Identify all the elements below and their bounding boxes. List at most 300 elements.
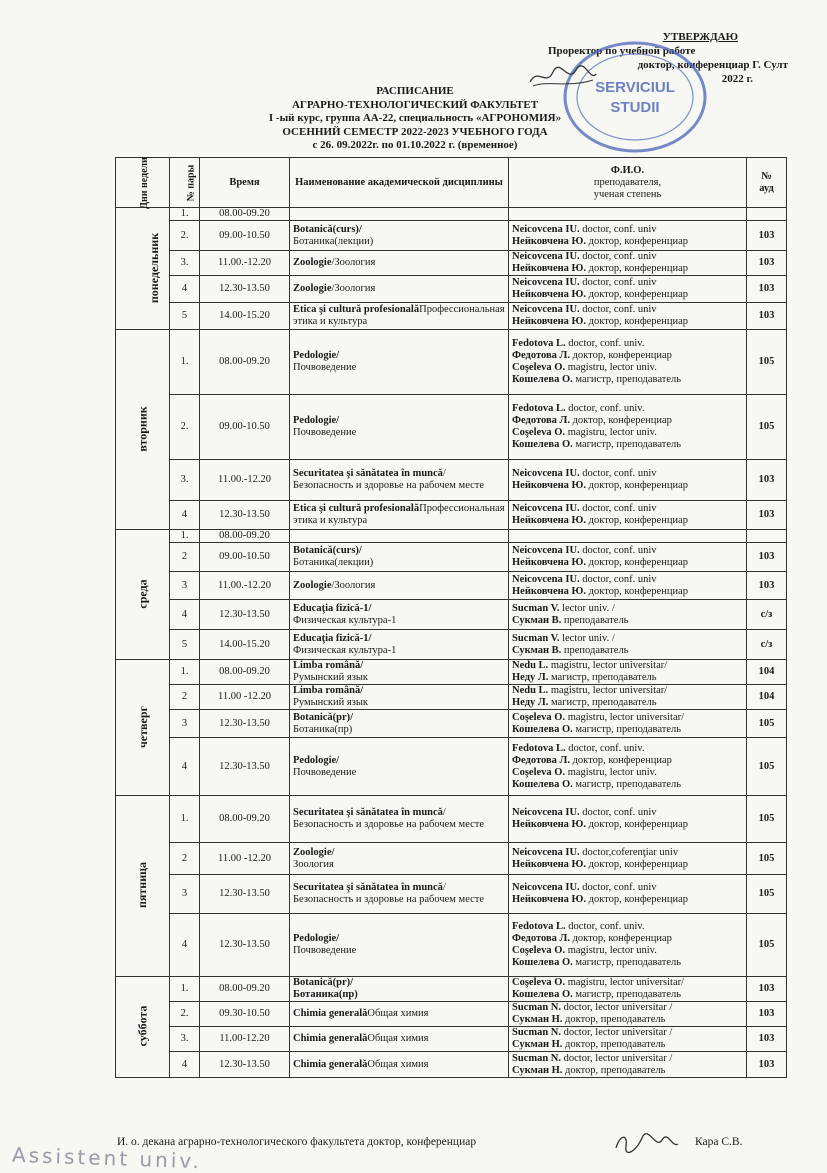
teacher-line	[512, 672, 743, 684]
teacher-degree: доктор, конференциар	[569, 754, 672, 766]
subject-cell	[290, 660, 509, 685]
teacher-cell	[509, 208, 747, 221]
teacher-line	[512, 403, 743, 415]
pair-number-cell: 2.	[170, 1002, 200, 1027]
teacher-cell	[509, 875, 747, 914]
header-title: РАСПИСАНИЕ	[376, 85, 454, 97]
teacher-line	[512, 263, 743, 275]
teacher-cell	[509, 660, 747, 685]
room-cell: с/з	[747, 630, 787, 660]
teacher-name: Нейковчена Ю.	[512, 263, 587, 274]
col-header-num: № пары	[170, 158, 200, 208]
pair-number-cell: 4	[170, 501, 200, 530]
teacher-name: Coşeleva O.	[512, 362, 566, 373]
subject-ro: Securitatea şi sănătatea în muncă	[293, 807, 443, 818]
table-row	[116, 710, 787, 738]
col-header-room: № ауд	[747, 158, 787, 208]
col-header-subject: Наименование академической дисциплины	[290, 158, 509, 208]
subject-ro: Educaţia fizică-1/	[293, 602, 372, 614]
subject-ru: /Безопасность и здоровье на рабочем месте	[293, 882, 485, 905]
pair-number-cell: 3	[170, 710, 200, 738]
teacher-cell	[509, 600, 747, 630]
teacher-name: Sucman N.	[512, 1052, 562, 1064]
document-header	[180, 85, 650, 153]
header-semester: ОСЕННИЙ СЕМЕСТР 2022-2023 УЧЕБНОГО ГОДА	[282, 125, 548, 138]
teacher-degree: магистр, преподаватель	[572, 989, 682, 1000]
handwritten-note: Assistent univ.	[11, 1142, 203, 1173]
time-cell: 12.30-13.50	[200, 710, 290, 738]
teacher-name: Сукман В.	[512, 614, 562, 626]
teacher-name: Fedotova L.	[512, 921, 566, 932]
teacher-line	[512, 697, 743, 709]
teacher-degree: magistru, lector univ.	[565, 362, 657, 373]
teacher-degree: doctor, conf. univ	[579, 882, 657, 893]
teacher-degree: doctor, conf. univ.	[565, 403, 645, 414]
subject-ru: Почвоведение	[293, 945, 357, 956]
approval-date: 2022 г.	[721, 73, 753, 85]
teacher-name: Нейковчена Ю.	[512, 235, 587, 247]
room-cell: 105	[747, 914, 787, 977]
teacher-degree: doctor, conf. univ	[579, 251, 657, 262]
time-cell: 08.00-09.20	[200, 977, 290, 1002]
teacher-cell	[509, 630, 747, 660]
subject-cell	[290, 572, 509, 600]
subject-cell	[290, 1027, 509, 1052]
teacher-degree: доктор, конференциар	[586, 235, 688, 247]
teacher-name: Sucman V.	[512, 602, 560, 614]
footer-signatory-title: И. о. декана аграрно-технологического факультета доктор, конференциар	[117, 1136, 477, 1148]
teacher-cell	[509, 796, 747, 843]
table-row	[116, 796, 787, 843]
room-cell: 105	[747, 796, 787, 843]
room-cell: 103	[747, 276, 787, 303]
teacher-degree: doctor, lector universitar /	[561, 1052, 673, 1064]
approval-position: Проректор по учебной работе	[548, 45, 696, 57]
subject-cell	[290, 543, 509, 572]
subject-ro: Etica şi cultură profesională	[293, 503, 420, 514]
room-cell: 103	[747, 251, 787, 276]
teacher-degree: доктор, конференциар	[569, 933, 672, 944]
pair-number-cell: 1.	[170, 796, 200, 843]
subject-cell	[290, 1002, 509, 1027]
teacher-line	[512, 1002, 743, 1014]
approval-signatory: доктор, конференциар Г. Султ	[637, 59, 788, 71]
teacher-degree: магистр, преподаватель	[548, 697, 657, 708]
pair-number-cell: 3.	[170, 460, 200, 501]
time-cell: 12.30-13.50	[200, 600, 290, 630]
teacher-line	[512, 1065, 743, 1077]
teacher-line	[512, 755, 743, 767]
day-label: понедельник	[147, 232, 162, 303]
teacher-name: Neicovcena IU.	[512, 545, 580, 556]
teacher-line	[512, 712, 743, 724]
subject-ru: Физическая культура-1	[293, 614, 397, 626]
teacher-line	[512, 1014, 743, 1026]
teacher-degree: doctor, conf. univ	[579, 468, 657, 479]
day-cell	[116, 660, 170, 796]
teacher-line	[512, 289, 743, 301]
subject-ru: /Безопасность и здоровье на рабочем месте	[293, 468, 485, 491]
teacher-name: Fedotova L.	[512, 338, 566, 349]
subject-cell	[290, 600, 509, 630]
pair-number-cell: 4	[170, 738, 200, 796]
pair-number-cell: 3.	[170, 1027, 200, 1052]
teacher-degree: доктор, конференциар	[586, 263, 688, 274]
teacher-cell	[509, 276, 747, 303]
teacher-name: Coşeleva O.	[512, 977, 566, 988]
teacher-degree: doctor, conf. univ	[579, 223, 657, 235]
teacher-name: Сукман Н.	[512, 1014, 563, 1025]
teacher-line	[512, 819, 743, 831]
teacher-line	[512, 236, 743, 248]
time-cell: 08.00-09.20	[200, 796, 290, 843]
table-row	[116, 208, 787, 221]
teacher-line	[512, 633, 743, 645]
teacher-name: Нейковчена Ю.	[512, 894, 587, 905]
teacher-name: Нейковчена Ю.	[512, 316, 587, 327]
subject-ro: Etica şi cultură profesională	[293, 304, 420, 315]
col-header-day: Дни недели	[116, 158, 170, 208]
room-cell: 105	[747, 710, 787, 738]
subject-ru: Ботаника(лекции)	[293, 557, 374, 568]
time-cell: 09.00-10.50	[200, 221, 290, 251]
teacher-line	[512, 362, 743, 374]
subject-ro: Chimia generală	[293, 1008, 368, 1019]
teacher-cell	[509, 501, 747, 530]
subject-ro: Botanică(curs)/	[293, 223, 362, 235]
header-group: I -ый курс, группа АА-22, специальность «АГРОНОМИЯ»	[268, 112, 562, 124]
table-row	[116, 330, 787, 395]
time-cell: 08.00-09.20	[200, 330, 290, 395]
teacher-cell	[509, 530, 747, 543]
teacher-degree: magistru, lector universitar/	[565, 711, 685, 723]
table-row	[116, 738, 787, 796]
day-cell	[116, 330, 170, 530]
subject-cell	[290, 530, 509, 543]
day-label: четверг	[135, 705, 150, 748]
subject-ro: Pedologie/	[293, 754, 340, 766]
table-row	[116, 843, 787, 875]
teacher-name: Нейковчена Ю.	[512, 819, 587, 830]
teacher-degree: доктор, конференциар	[586, 557, 688, 568]
subject-cell	[290, 330, 509, 395]
pair-number-cell: 4	[170, 600, 200, 630]
teacher-name: Neicovcena IU.	[512, 573, 580, 585]
teacher-degree: doctor,coferenţiar univ	[579, 846, 679, 858]
teacher-degree: lector univ. /	[559, 632, 615, 644]
subject-ru: Ботаника(пр)	[293, 723, 353, 735]
teacher-name: Neicovcena IU.	[512, 304, 580, 315]
room-cell: 103	[747, 1052, 787, 1078]
table-row	[116, 1052, 787, 1078]
teacher-line	[512, 989, 743, 1001]
teacher-name: Sucman N.	[512, 1027, 562, 1038]
teacher-line	[512, 977, 743, 989]
table-row	[116, 572, 787, 600]
teacher-line	[512, 304, 743, 316]
teacher-line	[512, 515, 743, 527]
time-cell: 08.00-09.20	[200, 208, 290, 221]
subject-ru: Почвоведение	[293, 427, 357, 438]
teacher-line	[512, 224, 743, 236]
subject-cell	[290, 251, 509, 276]
teacher-name: Neicovcena IU.	[512, 277, 580, 288]
teacher-degree: доктор, конференциар	[586, 316, 688, 327]
teacher-degree: doctor, conf. univ.	[565, 921, 645, 932]
pair-number-cell: 2	[170, 543, 200, 572]
teacher-name: Нейковчена Ю.	[512, 480, 587, 491]
teacher-name: Сукман Н.	[512, 1064, 563, 1076]
teacher-name: Неду Л.	[512, 672, 549, 683]
teacher-degree: doctor, lector universitar /	[561, 1027, 673, 1038]
teacher-line	[512, 545, 743, 557]
subject-ru: Румынский язык	[293, 672, 369, 683]
subject-ru: Общая химия	[367, 1008, 429, 1019]
time-cell: 09.00-10.50	[200, 395, 290, 460]
room-cell: 103	[747, 1002, 787, 1027]
teacher-name: Нейковчена Ю.	[512, 858, 587, 870]
table-row	[116, 914, 787, 977]
subject-ru: /Зоология	[331, 257, 376, 268]
teacher-cell	[509, 977, 747, 1002]
table-row	[116, 251, 787, 276]
teacher-cell	[509, 685, 747, 710]
room-cell: 105	[747, 330, 787, 395]
subject-ro: Securitatea şi sănătatea în muncă	[293, 882, 443, 893]
teacher-degree: доктор, конференциар	[586, 894, 688, 905]
teacher-name: Федотова Л.	[512, 350, 570, 361]
room-cell: 103	[747, 543, 787, 572]
col-header-teacher: Ф.И.О. преподавателя, ученая степень	[509, 158, 747, 208]
teacher-line	[512, 427, 743, 439]
teacher-name: Coşeleva O.	[512, 945, 566, 956]
subject-cell	[290, 460, 509, 501]
pair-number-cell: 2.	[170, 221, 200, 251]
teacher-name: Neicovcena IU.	[512, 503, 580, 514]
teacher-name: Fedotova L.	[512, 403, 566, 414]
table-row	[116, 630, 787, 660]
schedule-table	[115, 157, 787, 1078]
teacher-line	[512, 603, 743, 615]
teacher-name: Нейковчена Ю.	[512, 289, 587, 300]
teacher-degree: доктор, конференциар	[569, 415, 672, 426]
teacher-name: Кошелева О.	[512, 723, 573, 735]
teacher-degree: doctor, lector universitar /	[561, 1002, 673, 1013]
day-label: среда	[135, 578, 150, 609]
table-row	[116, 543, 787, 572]
pair-number-cell: 1.	[170, 660, 200, 685]
teacher-line	[512, 503, 743, 515]
subject-cell	[290, 501, 509, 530]
teacher-cell	[509, 543, 747, 572]
subject-ru: Румынский язык	[293, 697, 369, 708]
time-cell: 12.30-13.50	[200, 738, 290, 796]
table-row	[116, 303, 787, 330]
time-cell: 11.00 -12.20	[200, 685, 290, 710]
table-row	[116, 600, 787, 630]
teacher-name: Сукман В.	[512, 644, 562, 656]
pair-number-cell: 4	[170, 276, 200, 303]
room-cell: 105	[747, 738, 787, 796]
time-cell: 11.00.-12.20	[200, 572, 290, 600]
teacher-line	[512, 338, 743, 350]
teacher-name: Кошелева О.	[512, 374, 573, 385]
pair-number-cell: 5	[170, 630, 200, 660]
time-cell: 12.30-13.50	[200, 875, 290, 914]
teacher-degree: доктор, конференциар	[586, 480, 688, 491]
day-label: вторник	[135, 405, 150, 452]
room-cell: 105	[747, 395, 787, 460]
day-cell	[116, 530, 170, 660]
subject-ro: Botanică(pr)/	[293, 711, 354, 723]
footer-signatory-name: Кара С.В.	[695, 1136, 743, 1148]
time-cell: 14.00-15.20	[200, 630, 290, 660]
subject-ru: /Безопасность и здоровье на рабочем месте	[293, 807, 485, 830]
pair-number-cell: 2	[170, 685, 200, 710]
day-label: суббота	[135, 1005, 150, 1047]
subject-cell	[290, 303, 509, 330]
table-row	[116, 460, 787, 501]
time-cell: 11.00-12.20	[200, 1027, 290, 1052]
room-cell: 104	[747, 685, 787, 710]
subject-ru: Физическая культура-1	[293, 644, 397, 656]
day-cell	[116, 977, 170, 1078]
pair-number-cell: 1.	[170, 330, 200, 395]
subject-cell	[290, 875, 509, 914]
teacher-cell	[509, 738, 747, 796]
subject-ru: Общая химия	[367, 1058, 429, 1070]
subject-ro: Educaţia fizică-1/	[293, 632, 372, 644]
table-row	[116, 1002, 787, 1027]
teacher-degree: магистр, преподаватель	[572, 957, 682, 968]
teacher-name: Fedotova L.	[512, 742, 566, 754]
subject-ro: Botanică(pr)/	[293, 977, 354, 988]
subject-cell	[290, 208, 509, 221]
teacher-line	[512, 277, 743, 289]
teacher-cell	[509, 303, 747, 330]
pair-number-cell: 2.	[170, 395, 200, 460]
teacher-cell	[509, 251, 747, 276]
pair-number-cell: 4	[170, 914, 200, 977]
room-cell: 103	[747, 977, 787, 1002]
teacher-line	[512, 859, 743, 871]
teacher-line	[512, 921, 743, 933]
teacher-line	[512, 933, 743, 945]
teacher-degree: магистр, преподаватель	[572, 723, 682, 735]
teacher-line	[512, 586, 743, 598]
subject-ru: Почвоведение	[293, 362, 357, 373]
subject-cell	[290, 843, 509, 875]
table-row	[116, 276, 787, 303]
teacher-line	[512, 847, 743, 859]
pair-number-cell: 1.	[170, 208, 200, 221]
table-row	[116, 1027, 787, 1052]
teacher-cell	[509, 1002, 747, 1027]
teacher-degree: доктор, преподаватель	[562, 1039, 666, 1050]
approval-title: УТВЕРЖДАЮ	[662, 31, 738, 43]
teacher-cell	[509, 460, 747, 501]
teacher-cell	[509, 572, 747, 600]
subject-ro: Pedologie/	[293, 350, 340, 361]
header-faculty: АГРАРНО-ТЕХНОЛОГИЧЕСКИЙ ФАКУЛЬТЕТ	[291, 98, 539, 111]
subject-cell	[290, 630, 509, 660]
teacher-degree: doctor, conf. univ	[579, 304, 657, 315]
teacher-line	[512, 957, 743, 969]
teacher-line	[512, 480, 743, 492]
day-label: пятница	[135, 861, 150, 909]
teacher-degree: magistru, lector univ.	[565, 945, 657, 956]
time-cell: 14.00-15.20	[200, 303, 290, 330]
subject-ro: Botanică(curs)/	[293, 545, 362, 556]
teacher-degree: doctor, conf. univ	[579, 573, 657, 585]
table-row	[116, 660, 787, 685]
teacher-line	[512, 374, 743, 386]
teacher-line	[512, 1027, 743, 1039]
room-cell: 105	[747, 843, 787, 875]
teacher-cell	[509, 221, 747, 251]
room-cell: 104	[747, 660, 787, 685]
subject-ro: Securitatea şi sănătatea în muncă	[293, 468, 443, 479]
teacher-degree: доктор, конференциар	[586, 585, 688, 597]
subject-ro: Zoologie	[293, 257, 332, 268]
teacher-degree: doctor, conf. univ	[579, 807, 657, 818]
subject-ro: Chimia generală	[293, 1033, 368, 1044]
day-cell	[116, 208, 170, 330]
teacher-name: Нейковчена Ю.	[512, 515, 587, 526]
teacher-cell	[509, 1027, 747, 1052]
pair-number-cell: 5	[170, 303, 200, 330]
teacher-name: Федотова Л.	[512, 754, 570, 766]
table-row	[116, 530, 787, 543]
teacher-name: Neicovcena IU.	[512, 882, 580, 893]
subject-ro: Pedologie/	[293, 415, 340, 426]
room-cell: 103	[747, 1027, 787, 1052]
subject-ru: Ботаника(пр)	[293, 989, 358, 1000]
teacher-line	[512, 645, 743, 657]
teacher-degree: доктор, конференциар	[586, 515, 688, 526]
teacher-degree: doctor, conf. univ	[579, 277, 657, 288]
header-period: с 26. 09.2022г. по 01.10.2022 г. (временное)	[312, 139, 518, 151]
time-cell: 12.30-13.50	[200, 1052, 290, 1078]
teacher-degree: доктор, конференциар	[586, 819, 688, 830]
teacher-line	[512, 894, 743, 906]
subject-cell	[290, 710, 509, 738]
col-header-time: Время	[200, 158, 290, 208]
stamp-text-top: SERVICIUL	[595, 79, 675, 96]
teacher-degree: doctor, conf. univ	[579, 503, 657, 514]
subject-cell	[290, 685, 509, 710]
room-cell: 103	[747, 460, 787, 501]
teacher-degree: магистр, преподаватель	[572, 374, 682, 385]
teacher-line	[512, 615, 743, 627]
table-header-row	[116, 158, 787, 208]
teacher-degree: magistru, lector universitar/	[548, 685, 668, 696]
pair-number-cell: 3.	[170, 251, 200, 276]
teacher-name: Неду Л.	[512, 697, 549, 708]
teacher-line	[512, 1053, 743, 1065]
subject-cell	[290, 914, 509, 977]
teacher-cell	[509, 843, 747, 875]
teacher-line	[512, 685, 743, 697]
teacher-name: Федотова Л.	[512, 933, 570, 944]
time-cell: 09.30-10.50	[200, 1002, 290, 1027]
pair-number-cell: 3	[170, 875, 200, 914]
teacher-degree: магистр, преподаватель	[548, 672, 657, 683]
subject-ro: Limba română/	[293, 685, 364, 696]
pair-number-cell: 1.	[170, 977, 200, 1002]
teacher-degree: доктор, преподаватель	[562, 1064, 666, 1076]
time-cell: 11.00.-12.20	[200, 251, 290, 276]
